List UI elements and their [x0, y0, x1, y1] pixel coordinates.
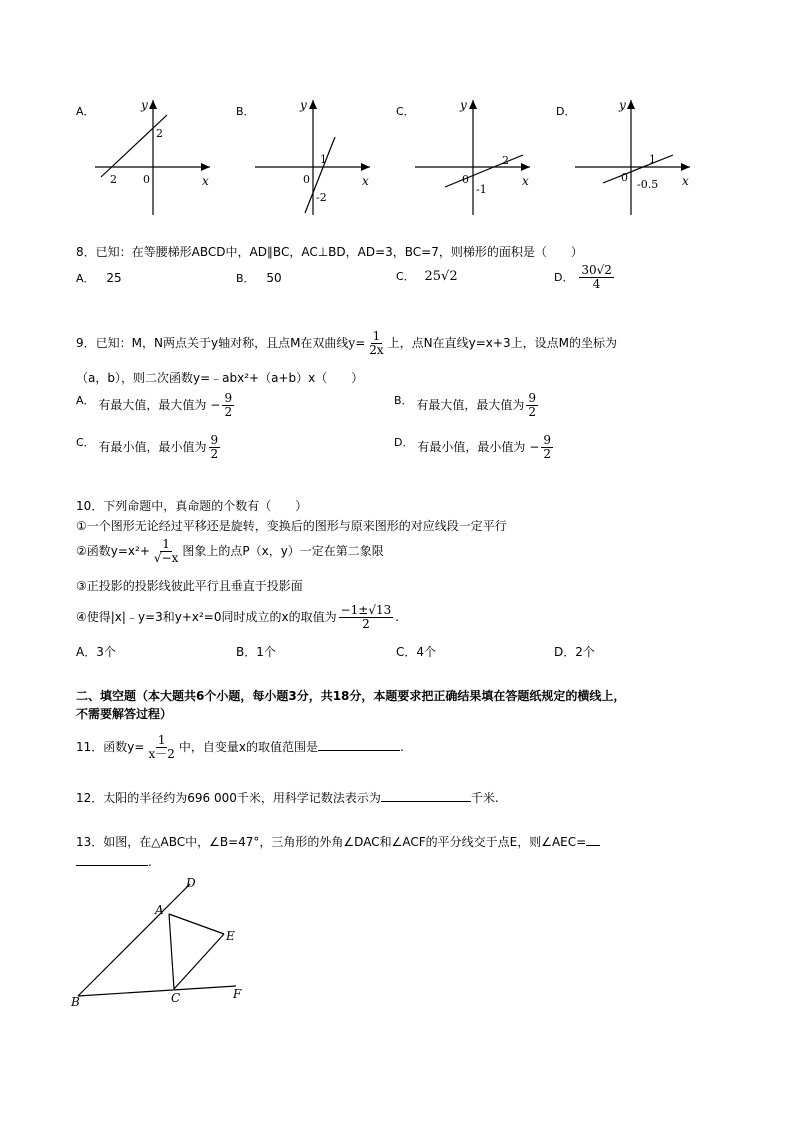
q11-answer-blank[interactable]: [318, 738, 400, 751]
origin-label: 0: [303, 173, 310, 186]
option-value: 25: [106, 271, 122, 285]
section-2-line1: 二、填空题（本大题共6个小题，每小题3分，共18分，本题要求把正确结果填在答题纸规定的横线上，: [76, 689, 626, 703]
point-a-label: A: [155, 903, 164, 917]
section-2-heading: [76, 688, 766, 728]
point-c-label: C: [171, 991, 181, 1005]
q8-option-d: [554, 264, 616, 291]
intercept-label: -2: [316, 191, 327, 204]
q10-stem: 10．下列命题中，真命题的个数有（ ）: [76, 499, 308, 513]
q9-stem-line2: （a，b），则二次函数y=﹣abx²+（a+b）x（ ）: [76, 371, 364, 385]
q8-option-b: [236, 270, 282, 286]
q9-option-a: A． 有最大值，最大值为 − $\frac{9}{2}$: [76, 391, 233, 419]
y-axis-label: y: [300, 98, 307, 112]
q9-option-b: B． 有最大值，最大值为 $\frac{9}{2}$: [394, 391, 537, 419]
q7-options: [0, 95, 794, 225]
q8-option-c: [396, 268, 458, 284]
q13-answer-blank-cont[interactable]: [76, 853, 148, 866]
q10-statement-1: ①一个图形无论经过平移还是旋转，变换后的图形与原来图形的对应线段一定平行: [76, 519, 507, 533]
question-12: 12．太阳的半径约为696 000千米，用科学记数法表示为 千米.: [76, 791, 499, 805]
q10-option-c: C．4个: [396, 645, 437, 659]
q9-option-c: C． 有最小值，最小值为 $\frac{9}{2}$: [76, 433, 219, 461]
point-f-label: F: [233, 987, 242, 1001]
q9-hyperbola-fraction: $\frac{1}{2x}$: [369, 329, 384, 357]
option-value: 25√2: [424, 269, 458, 284]
q10-option-a: A．3个: [76, 645, 116, 659]
q10-statement-4: ④使得|x|﹣y=3和y+x²=0同时成立的x的取值为 $\frac{-1\pm√13}{2}$ .: [76, 603, 400, 631]
question-10: [76, 498, 766, 663]
q9-stem-line1: 9．已知：M，N两点关于y轴对称，且点M在双曲线y= $\frac{1}{2x}$ 上，点N在直线y=x+3上，设点M的坐标为: [76, 329, 617, 357]
x-axis-label: x: [362, 174, 369, 188]
q8-stem: 8．已知：在等腰梯形ABCD中，AD∥BC，AC⊥BD，AD=3，BC=7，则梯形的面积是（ ）: [76, 245, 583, 259]
q11-fraction: $\frac{1}{x-2}$: [148, 733, 175, 761]
point-e-label: E: [226, 929, 235, 943]
origin-label: 0: [462, 173, 469, 186]
intercept-label: 2: [156, 127, 163, 140]
point-b-label: B: [71, 995, 80, 1009]
q8-option-a: [76, 270, 122, 286]
q8-d-fraction: $\frac{30√2}{4}$: [581, 263, 612, 291]
point-d-label: D: [186, 876, 196, 890]
question-11: 11．函数y= $\frac{1}{x-2}$ 中，自变量x的取值范围是 .: [76, 733, 404, 761]
q7-option-c-graph: [415, 95, 540, 220]
q10-statement-2: ②函数y=x²+ $\frac{1}{√-x}$ 图象上的点P（x，y）一定在第二象限: [76, 537, 384, 565]
option-letter: A．: [76, 272, 95, 285]
triangle-figure: [66, 872, 266, 1012]
q7-option-a-graph: [95, 95, 220, 220]
option-value: 50: [266, 271, 282, 285]
q12-answer-blank[interactable]: [381, 789, 471, 802]
q7-option-d-graph: [575, 95, 700, 220]
y-axis-label: y: [141, 98, 148, 112]
intercept-label: 1: [649, 153, 656, 166]
origin-label: 0: [143, 173, 150, 186]
q7-option-a-letter: A．: [76, 105, 95, 118]
y-axis-label: y: [619, 98, 626, 112]
option-letter: B．: [236, 272, 255, 285]
section-2-line2: 不需要解答过程）: [76, 707, 173, 721]
q9-option-d: D． 有最小值，最小值为 − $\frac{9}{2}$: [394, 433, 552, 461]
intercept-label: 2: [502, 154, 509, 167]
question-9: [76, 330, 766, 470]
option-letter: C．: [396, 270, 415, 283]
q13-answer-blank-start[interactable]: [586, 833, 600, 846]
intercept-label: 2: [110, 173, 117, 186]
x-axis-label: x: [682, 174, 689, 188]
q10-option-b: B．1个: [236, 645, 276, 659]
q10-statement-3: ③正投影的投影线彼此平行且垂直于投影面: [76, 579, 303, 593]
x-axis-label: x: [202, 174, 209, 188]
q7-option-b-graph: [255, 95, 380, 220]
q7-option-c-letter: C．: [396, 105, 415, 118]
intercept-label: 1: [320, 153, 327, 166]
intercept-label: -1: [476, 183, 487, 196]
question-8: [76, 244, 756, 304]
q7-option-d-letter: D．: [556, 105, 576, 118]
origin-label: 0: [621, 171, 628, 184]
q7-option-b-letter: B．: [236, 105, 255, 118]
option-letter: D．: [554, 271, 574, 284]
q10-option-d: D．2个: [554, 645, 595, 659]
y-axis-label: y: [460, 98, 467, 112]
x-axis-label: x: [522, 174, 529, 188]
intercept-label: -0.5: [637, 178, 659, 191]
question-13: 13．如图，在△ABC中，∠B=47°，三角形的外角∠DAC和∠ACF的平分线交于点E，则∠AEC= .: [76, 833, 766, 873]
